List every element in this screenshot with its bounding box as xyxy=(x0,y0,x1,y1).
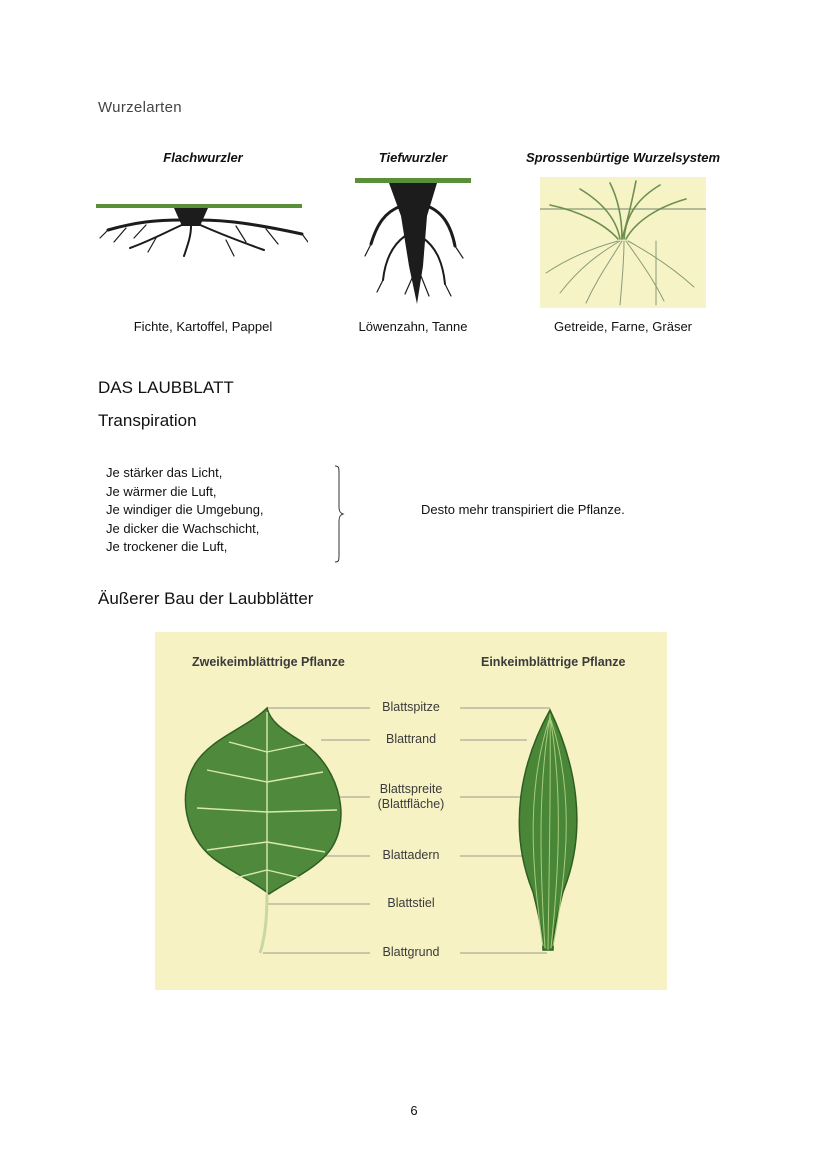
leaf-label-blattstiel: Blattstiel xyxy=(387,896,435,910)
condition-item: Je trockener die Luft, xyxy=(106,539,228,555)
condition-item: Je windiger die Umgebung, xyxy=(106,502,264,518)
root-type-examples-flachwurzler: Fichte, Kartoffel, Pappel xyxy=(133,319,273,334)
condition-item: Je wärmer die Luft, xyxy=(106,483,217,499)
root-type-title-tiefwurzler: Tiefwurzler xyxy=(378,150,448,165)
fibrous-root-icon xyxy=(540,177,706,308)
flat-root-icon xyxy=(96,198,308,268)
leaf-diagram xyxy=(155,632,667,990)
leaf-label-blattspitze: Blattspitze xyxy=(382,700,440,714)
leaf-title-dicot: Zweikeimblättrige Pflanze xyxy=(192,655,345,669)
root-type-examples-tiefwurzler: Löwenzahn, Tanne xyxy=(358,319,468,334)
leaf-label-blattgrund: Blattgrund xyxy=(382,945,440,959)
curly-brace xyxy=(333,465,347,563)
heading-aeusserer-bau: Äußerer Bau der Laubblätter xyxy=(98,589,314,608)
heading-laubblatt: DAS LAUBBLATT xyxy=(98,378,234,397)
root-type-examples-sprossenbuertig: Getreide, Farne, Gräser xyxy=(554,319,692,334)
leaf-title-monocot: Einkeimblättrige Pflanze xyxy=(481,655,626,669)
deep-root-icon xyxy=(355,176,473,310)
section-title: Wurzelarten xyxy=(98,99,182,116)
leaf-label-blattrand: Blattrand xyxy=(385,732,437,746)
transpiration-conditions xyxy=(106,464,264,557)
condition-item: Je dicker die Wachschicht, xyxy=(106,520,260,536)
root-type-title-sprossenbuertig: Sprossenbürtige Wurzelsystem xyxy=(525,150,721,165)
leaf-label-blattadern: Blattadern xyxy=(382,848,440,862)
condition-item: Je stärker das Licht, xyxy=(106,465,223,480)
transpiration-conclusion: Desto mehr transpiriert die Pflanze. xyxy=(421,502,625,517)
root-type-title-flachwurzler: Flachwurzler xyxy=(163,150,243,165)
heading-transpiration: Transpiration xyxy=(98,411,197,430)
page-number: 6 xyxy=(410,1103,418,1118)
leaf-label-blattspreite: Blattspreite (Blattfläche) xyxy=(377,782,445,811)
